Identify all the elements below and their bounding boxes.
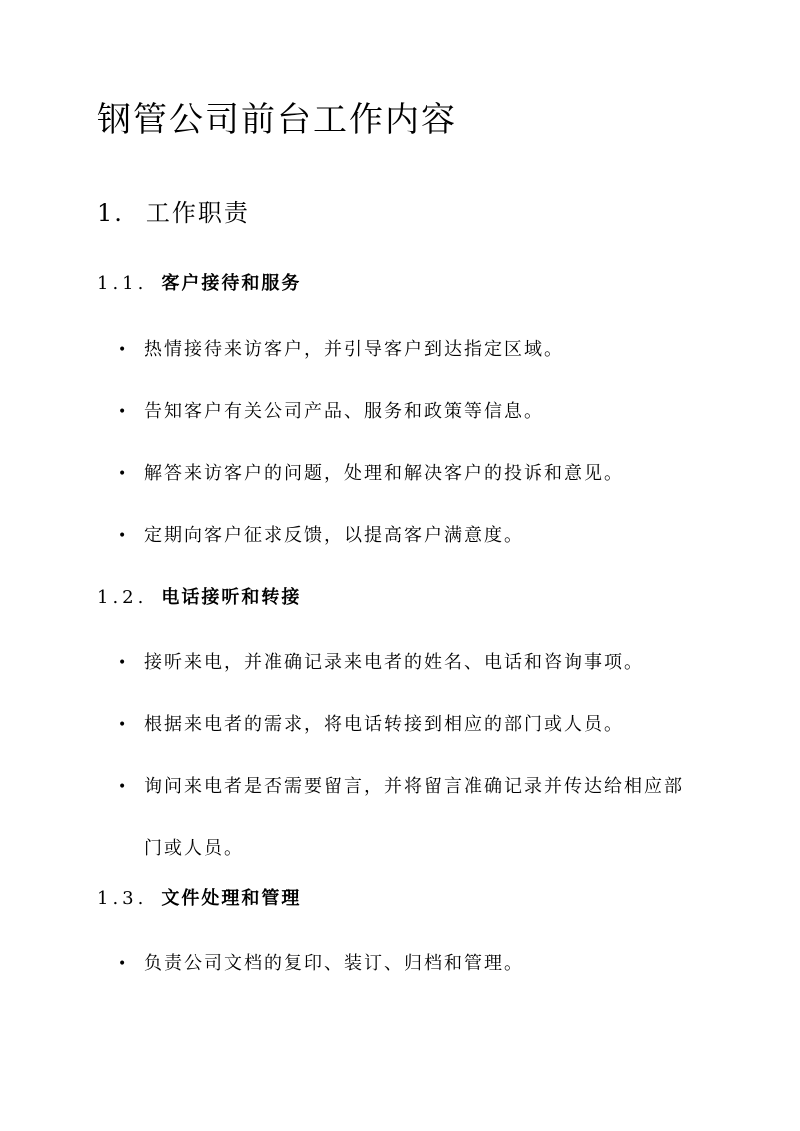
list-item-text: 询问来电者是否需要留言，并将留言准确记录并传达给相应部门或人员。 [144, 776, 684, 859]
section-number: 1. [97, 199, 124, 227]
subsection-title: 文件处理和管理 [161, 888, 302, 909]
list-item-text: 告知客户有关公司产品、服务和政策等信息。 [144, 401, 544, 422]
list-item-text: 定期向客户征求反馈，以提高客户满意度。 [144, 525, 524, 546]
list-item-text: 接听来电，并准确记录来电者的姓名、电话和咨询事项。 [144, 652, 644, 673]
subsection-number: 1.1. [97, 273, 148, 294]
section-heading [97, 197, 250, 229]
subsection-number: 1.2. [97, 587, 148, 608]
list-item [118, 319, 698, 381]
subsection-heading [97, 585, 301, 611]
bullet-icon: • [118, 342, 129, 358]
bullet-icon: • [118, 404, 129, 420]
bullet-icon: • [118, 779, 129, 795]
subsection-title: 客户接待和服务 [161, 273, 302, 294]
bullet-icon: • [118, 655, 129, 671]
list-item [118, 505, 698, 567]
subsection-title: 电话接听和转接 [161, 587, 302, 608]
list-item [118, 756, 688, 880]
list-item [118, 443, 698, 505]
bullet-icon: • [118, 956, 129, 972]
list-item-text: 根据来电者的需求，将电话转接到相应的部门或人员。 [144, 714, 624, 735]
list-item-text: 热情接待来访客户，并引导客户到达指定区域。 [144, 339, 564, 360]
list-item-text: 负责公司文档的复印、装订、归档和管理。 [144, 953, 524, 974]
list-item [118, 933, 698, 995]
list-item [118, 632, 698, 694]
subsection-heading [97, 271, 301, 297]
subsection-heading [97, 886, 301, 912]
subsection-number: 1.3. [97, 888, 148, 909]
list-item [118, 694, 698, 756]
document-title: 钢管公司前台工作内容 [97, 100, 457, 140]
list-item [118, 381, 698, 443]
bullet-icon: • [118, 528, 129, 544]
bullet-icon: • [118, 466, 129, 482]
list-item-text: 解答来访客户的问题，处理和解决客户的投诉和意见。 [144, 463, 624, 484]
bullet-icon: • [118, 717, 129, 733]
section-title: 工作职责 [145, 199, 250, 227]
